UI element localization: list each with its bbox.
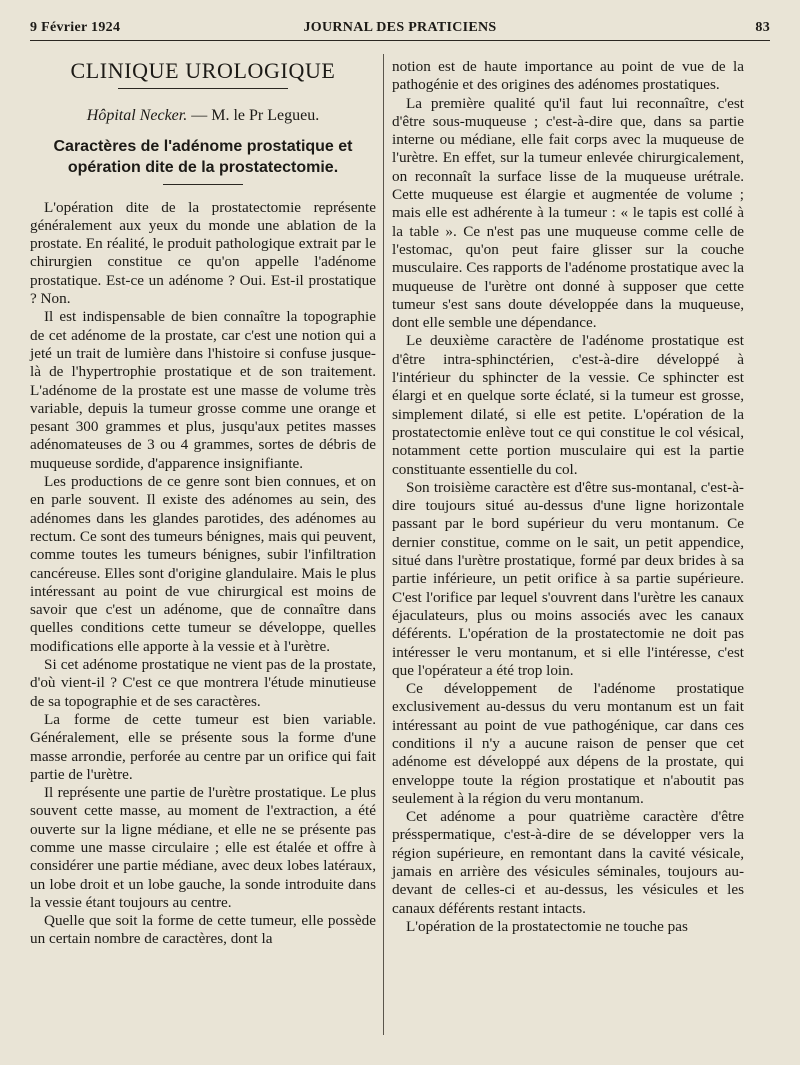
paragraph: La forme de cette tumeur est bien variable. Généralement, elle se présente sous la forme d'une masse arrondie, perforée au centre par un orifice qui fait partie de l'urètre.: [30, 710, 376, 783]
article-title-text: Caractères de l'adénome prostatique et opération dite de la prostatectomie.: [53, 137, 353, 176]
paragraph: notion est de haute importance au point de vue de la pathogénie et des origines des adénomes prostatiques.: [392, 58, 744, 94]
paragraph: Quelle que soit la forme de cette tumeur, elle possède un certain nombre de caractères, dont la: [30, 912, 376, 948]
page-number: 83: [755, 20, 770, 35]
right-column: [392, 58, 744, 1053]
article-title-rule: [163, 184, 243, 185]
paragraph: La première qualité qu'il faut lui reconnaître, c'est d'être sous-muqueuse ; c'est-à-dire que, dans sa partie interne ou médiane, elle fait corps avec la muqueuse de l'urètre. En effet, sur la tumeur enlevée chirurgicalement, on reconnaît la surface lisse de la muqueuse urétrale. Cette muqueuse est élargie et augmentée de volume ; mais elle est adhérente à la tumeur : « le tapis est collé à la table ». Ce n'est pas une muqueuse comme celle de l'estomac, qu'on peut faire glisser sur la couche musculaire. Ces rapports de l'adénome prostatique avec la muqueuse de l'urètre ont donné à supposer que cette tumeur s'est sans doute développée dans la muqueuse, dont elle semble une dépendance.: [392, 94, 744, 332]
paragraph: Il représente une partie de l'urètre prostatique. Le plus souvent cette masse, au moment de l'extraction, a été ouverte sur la ligne médiane, et elle ne se présente pas comme une masse circulaire ; elle est étalée et offre à considérer une partie médiane, avec deux lobes latéraux, un lobe droit et un lobe gauche, la sonde introduite dans la vessie étant toujours au centre.: [30, 784, 376, 911]
paragraph: Les productions de ce genre sont bien connues, et on en parle souvent. Il existe des adénomes au sein, des adénomes dans les glandes parotides, des adénomes au rectum. Ce sont des tumeurs bénignes, mais qui peuvent, comme toutes les tumeurs bénignes, subir l'infiltration cancéreuse. Elles sont d'origine glandulaire. Mais le plus intéressant au point de vue chirurgical est moins de savoir que c'est un adénome, que de connaître dans quelles conditions cette tumeur se développe, quelles modifications elle apporte à la vessie et à l'urètre.: [30, 473, 376, 655]
byline-place: Hôpital Necker.: [86, 107, 188, 125]
section-title: CLINIQUE UROLOGIQUE: [70, 58, 336, 83]
paragraph: Si cet adénome prostatique ne vient pas de la prostate, d'où vient-il ? C'est ce que montrera l'étude minutieuse de sa topographie et de ses caractères.: [30, 656, 376, 710]
left-column: [30, 52, 376, 1053]
title-rule: [118, 88, 288, 89]
paragraph: Son troisième caractère est d'être sus-montanal, c'est-à-dire toujours situé au-dessus d'une ligne horizontale passant par le bord supérieur du veru montanum. Ce dernier constitue, comme on le sait, un petit appendice, situé dans l'urètre prostatique, formé par deux brides à sa partie inférieure, un petit orifice à sa partie supérieure. C'est l'orifice par lequel s'ouvrent dans l'urètre les canaux éjaculateurs, plus ou moins associés avec les canaux déférents. L'opération de la prostatectomie ne doit pas intéresser le veru montanum, et si elle l'intéresse, c'est que l'opérateur a été trop loin.: [392, 478, 744, 679]
paragraph: Il est indispensable de bien connaître la topographie de cet adénome de la prostate, car c'est une notion qui a jeté un trait de lumière dans l'histoire si confuse jusque-là de l'hypertrophie prostatique et de son traitement. L'adénome de la prostate est une masse de volume très variable, depuis la tumeur grosse comme une orange et pesant 300 grammes et plus, jusqu'aux petites masses adénomateuses de 3 ou 4 grammes, sortes de débris de muqueuse sordide, d'apparence insignifiante.: [30, 308, 376, 472]
paragraph: L'opération dite de la prostatectomie représente généralement aux yeux du monde une ablation de la prostate. En réalité, le produit pathologique extrait par le chirurgien constitue ce qu'on appelle l'adénome prostatique. Est-ce un adénome ? Oui. Est-il prostatique ? Non.: [30, 198, 376, 308]
byline-author: — M. le Pr Legueu.: [191, 107, 320, 125]
issue-date: 9 Février 1924: [30, 20, 121, 35]
column-divider: [383, 54, 384, 1035]
paragraph: Le deuxième caractère de l'adénome prostatique est d'être intra-sphinctérien, c'est-à-dire développé à l'intérieur du sphincter de la vessie. Ce sphincter est élargi et en quelque sorte éclaté, si la tumeur est grosse, simplement dilaté, si elle est petite. L'opération de la prostatectomie enlève tout ce qui constitue le col vésical, notamment cette portion musculaire qui est la partie constituante essentielle du col.: [392, 332, 744, 478]
paragraph: Cet adénome a pour quatrième caractère d'être présspermatique, c'est-à-dire de se développer vers la région supérieure, en remontant dans la cavité vésicale, jamais en arrière des vésicules séminales, toujours au-devant de celles-ci et au-dessus, les vésicules et les canaux déférents restant intacts.: [392, 808, 744, 917]
journal-title: JOURNAL DES PRATICIENS: [303, 20, 497, 35]
article-title: [30, 136, 376, 185]
paragraph: L'opération de la prostatectomie ne touche pas: [406, 917, 688, 935]
byline: [30, 107, 376, 125]
running-header: [30, 18, 770, 41]
paragraph: Ce développement de l'adénome prostatique exclusivement au-dessus du veru montanum est un fait intéressant au point de vue pathogénique, car dans ces conditions il n'y a aucune raison de penser que cet adénome est développé aux dépens de la prostate, qui enveloppe toute la région prostatique et n'aboutit pas seulement à la région du veru montanum.: [392, 680, 744, 807]
